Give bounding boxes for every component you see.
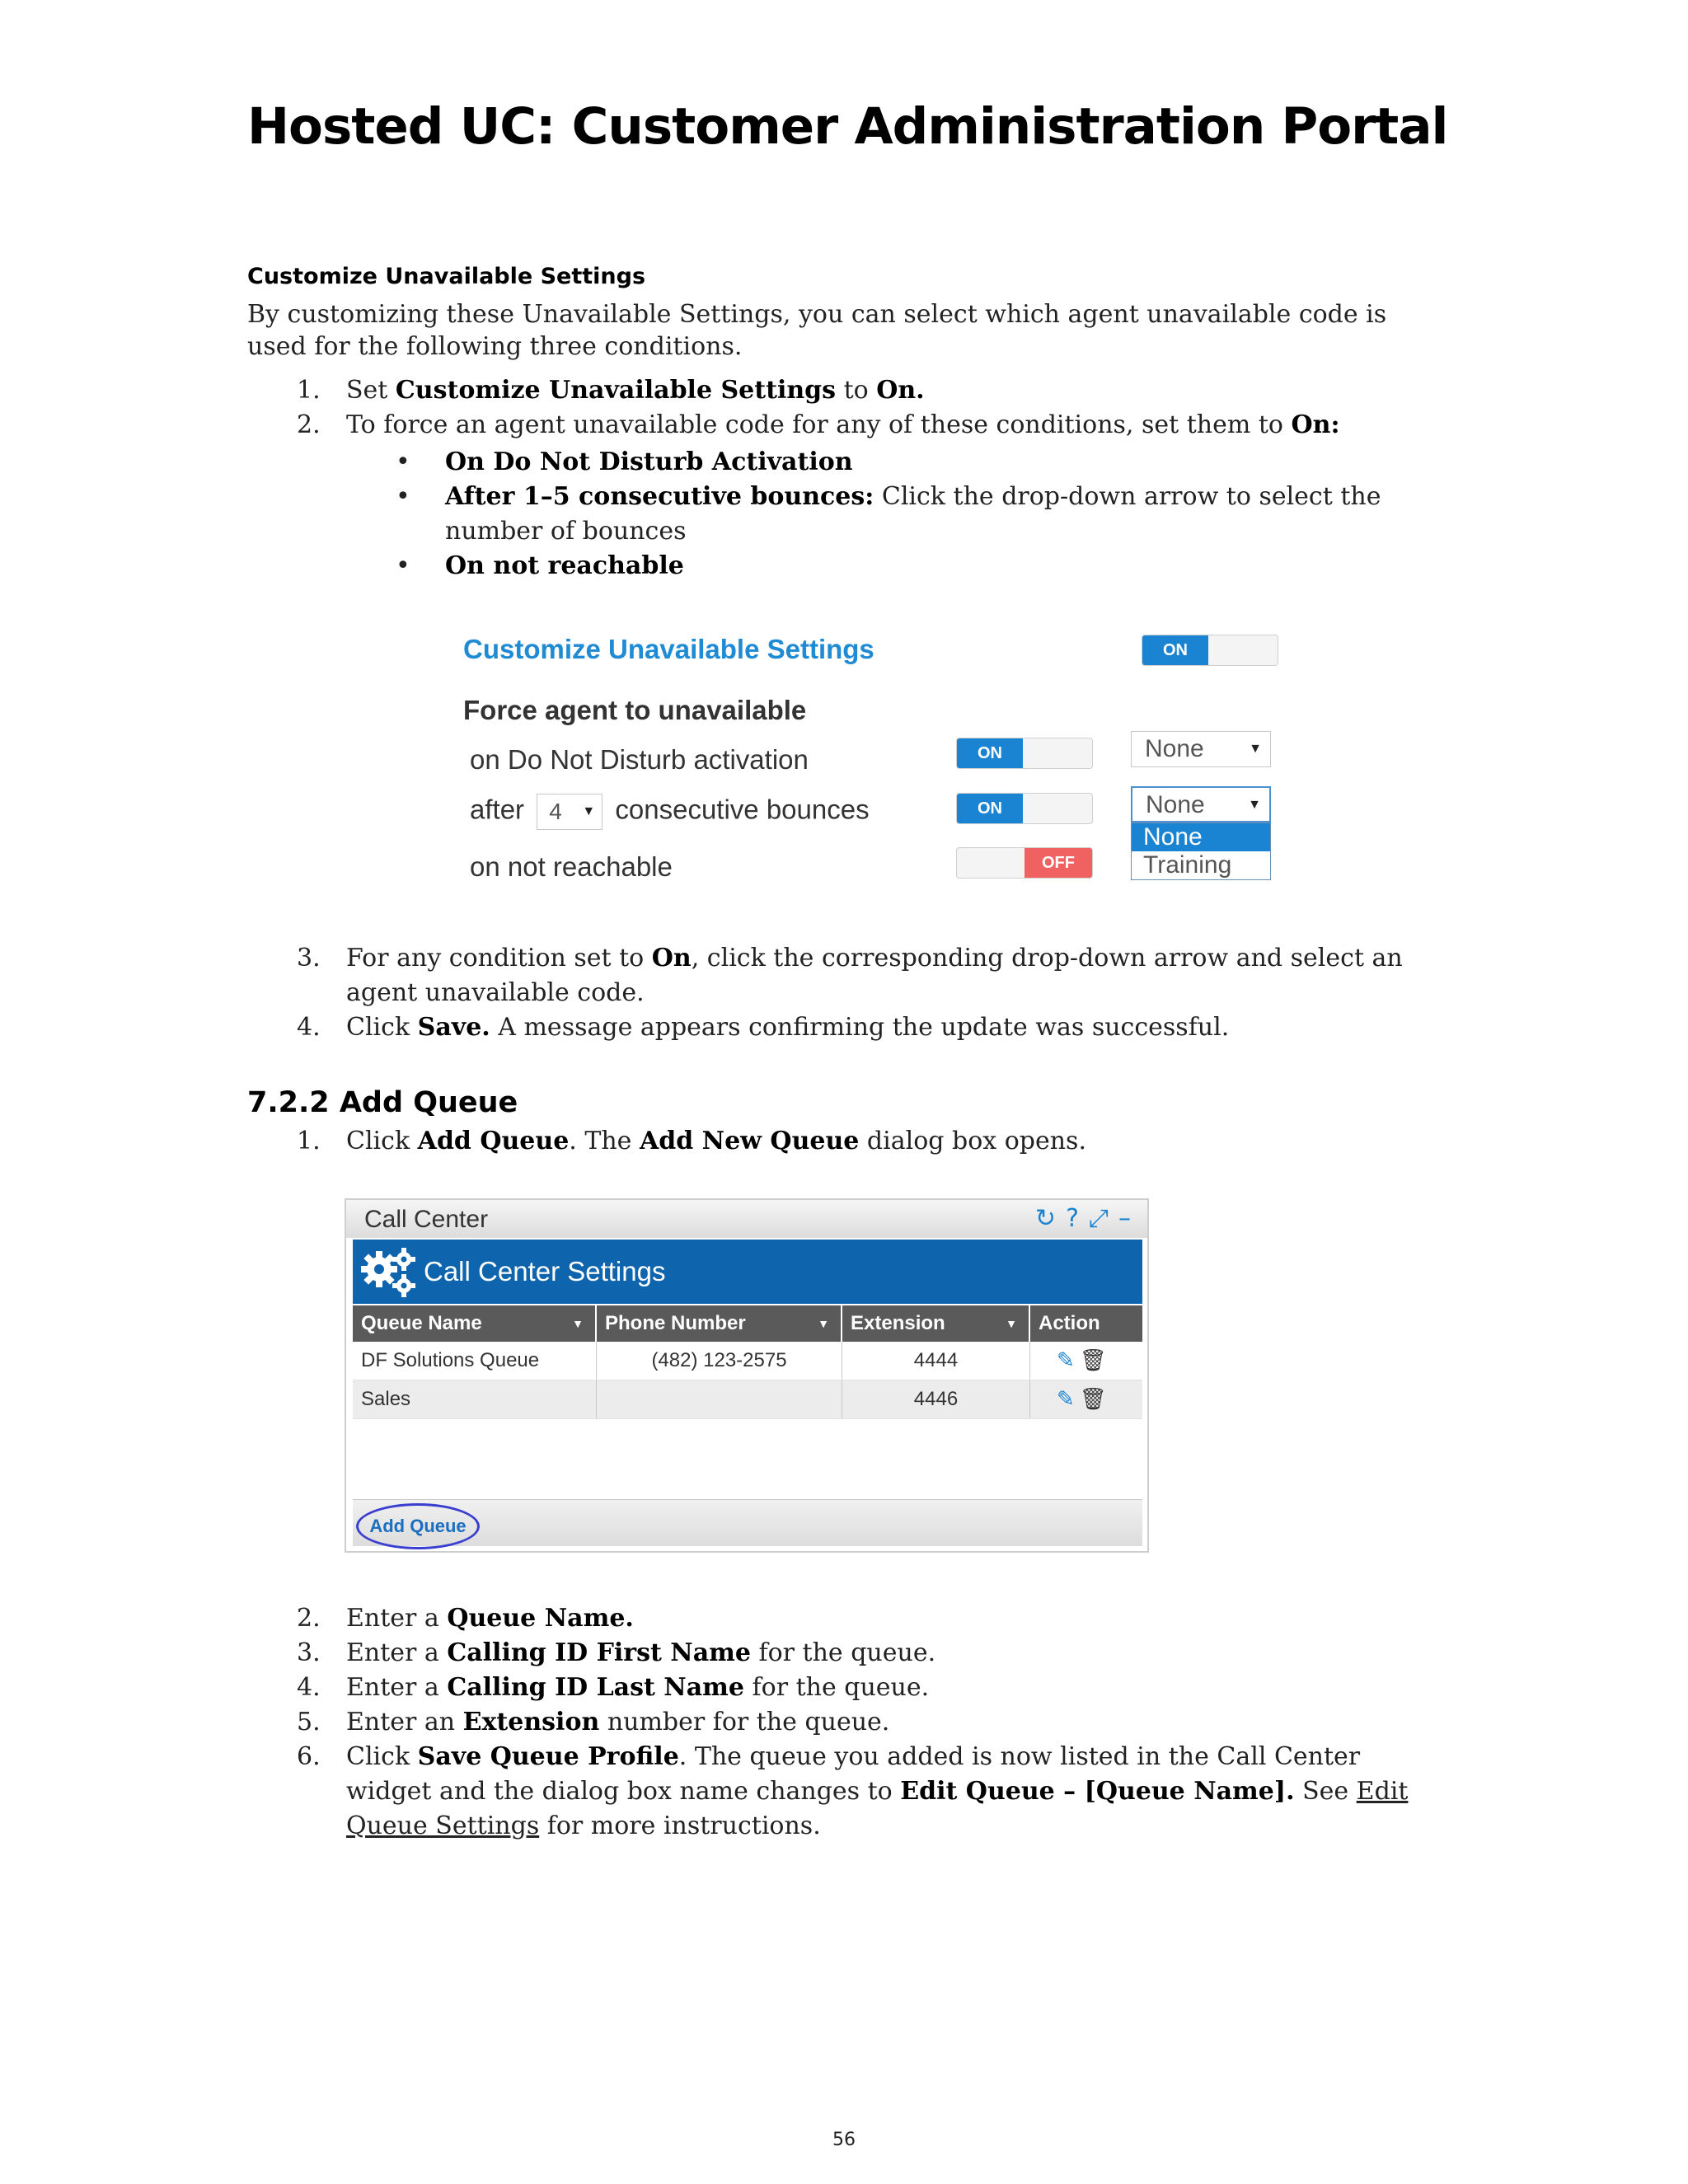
extension-cell: 4446 — [842, 1380, 1030, 1418]
help-icon[interactable]: ? — [1066, 1204, 1079, 1233]
action-cell — [1030, 1342, 1142, 1380]
row-not-reachable-label: on not reachable — [470, 851, 673, 882]
sort-arrow-icon: ▼ — [572, 1317, 584, 1330]
extension-cell: 4444 — [842, 1342, 1030, 1380]
dnd-code-select[interactable]: None ▼ — [1131, 731, 1271, 767]
table-header — [353, 1305, 1142, 1342]
widget-footer — [353, 1499, 1142, 1546]
step-add-queue-1: 1. Click Add Queue. The Add New Queue dialog box opens. — [297, 1127, 1086, 1155]
step-add-queue-5: 5. Enter an Extension number for the queue. — [297, 1708, 890, 1736]
queue-name-cell: DF Solutions Queue — [353, 1342, 597, 1380]
bullet-dnd: • On Do Not Disturb Activation — [247, 445, 1434, 480]
settings-banner — [353, 1240, 1142, 1304]
bounces-code-select[interactable]: None ▼ — [1131, 786, 1271, 823]
intro-paragraph: By customizing these Unavailable Settings, you can select which agent unavailable code is used for the following three conditions. — [247, 300, 1387, 361]
edit-icon[interactable]: ✎ — [1057, 1387, 1075, 1412]
section-heading: Customize Unavailable Settings — [247, 264, 646, 289]
edit-icon[interactable]: ✎ — [1057, 1348, 1075, 1373]
col-extension[interactable]: Extension ▼ — [842, 1305, 1030, 1342]
force-label: Force agent to unavailable — [463, 695, 807, 725]
gears-icon — [359, 1244, 419, 1299]
add-queue-heading: 7.2.2 Add Queue — [247, 1086, 518, 1119]
not-reachable-toggle[interactable]: OFF — [956, 847, 1093, 879]
dnd-toggle[interactable]: ON — [956, 738, 1093, 769]
widget-controls — [1025, 1204, 1131, 1233]
bounces-code-dropdown — [1131, 823, 1271, 880]
option-training[interactable]: Training — [1143, 851, 1232, 879]
table-row — [353, 1380, 1142, 1419]
dropdown-arrow-icon: ▼ — [1249, 742, 1262, 756]
page-title: Hosted UC: Customer Administration Portal — [247, 97, 1448, 156]
banner-title: Call Center Settings — [424, 1256, 666, 1286]
customize-title: Customize Unavailable Settings — [463, 634, 874, 664]
call-center-screenshot — [345, 1198, 1149, 1553]
sort-arrow-icon: ▼ — [818, 1317, 829, 1330]
sort-arrow-icon: ▼ — [1006, 1317, 1017, 1330]
option-none[interactable]: None — [1132, 823, 1270, 851]
step-1: 1. Set Customize Unavailable Settings to On. — [297, 376, 925, 405]
dropdown-arrow-icon: ▼ — [582, 804, 596, 818]
widget-header — [346, 1200, 1147, 1238]
bounce-count-select[interactable]: 4 ▼ — [537, 794, 603, 830]
row-dnd-label: on Do Not Disturb activation — [470, 744, 809, 775]
bullet-list — [247, 445, 1434, 583]
step-add-queue-6: 6. Click Save Queue Profile. The queue you added is now listed in the Call Center widget and the dialog box name changes to Edit Queue – [Queue Name]. See Edit Queue Settings for more instructions. — [297, 1742, 1409, 1840]
step-4: 4. Click Save. A message appears confirming the update was successful. — [297, 1013, 1230, 1042]
step-add-queue-2: 2. Enter a Queue Name. — [297, 1604, 634, 1633]
table-row — [353, 1342, 1142, 1380]
dropdown-arrow-icon: ▼ — [1248, 798, 1261, 812]
queue-table — [353, 1305, 1142, 1419]
minimize-icon[interactable]: – — [1118, 1204, 1131, 1233]
bullet-dot-icon: • — [396, 482, 410, 511]
bullet-bounces: • After 1–5 consecutive bounces: Click the drop-down arrow to select the number of bounces — [247, 480, 1434, 549]
page-number: 56 — [832, 2130, 856, 2150]
bullet-not-reachable: • On not reachable — [247, 549, 1434, 583]
customize-toggle[interactable]: ON — [1142, 635, 1278, 666]
expand-icon[interactable]: ⤢ — [1089, 1204, 1109, 1233]
delete-icon[interactable]: 🗑 — [1079, 1387, 1107, 1412]
bounces-toggle[interactable]: ON — [956, 793, 1093, 824]
step-add-queue-4: 4. Enter a Calling ID Last Name for the queue. — [297, 1673, 930, 1702]
steps-list-a — [247, 373, 1434, 443]
col-phone-number[interactable]: Phone Number ▼ — [597, 1305, 842, 1342]
step-2: 2. To force an agent unavailable code for any of these conditions, set them to On: — [297, 410, 1340, 439]
add-queue-button[interactable]: Add Queue — [356, 1503, 480, 1549]
bullet-dot-icon: • — [396, 448, 410, 476]
steps-list-b — [247, 941, 1434, 1045]
col-action: Action — [1039, 1312, 1100, 1334]
step-add-queue-3: 3. Enter a Calling ID First Name for the queue. — [297, 1638, 936, 1667]
steps-list-d — [247, 1601, 1434, 1844]
phone-cell — [597, 1380, 842, 1418]
edit-queue-settings-link[interactable]: Edit Queue Settings — [346, 1777, 1409, 1840]
col-queue-name[interactable]: Queue Name ▼ — [353, 1305, 597, 1342]
bullet-dot-icon: • — [396, 551, 410, 580]
queue-name-cell: Sales — [353, 1380, 597, 1418]
step-3: 3. For any condition set to On, click the corresponding drop-down arrow and select an agent unavailable code. — [297, 944, 1403, 1007]
phone-cell: (482) 123-2575 — [597, 1342, 842, 1380]
delete-icon[interactable]: 🗑 — [1079, 1348, 1107, 1373]
unavailable-settings-screenshot — [445, 622, 1302, 902]
row-bounces-label: after 4 ▼ consecutive bounces — [470, 794, 870, 830]
steps-list-c — [247, 1124, 1434, 1159]
action-cell — [1030, 1380, 1142, 1418]
widget-title: Call Center — [364, 1206, 489, 1233]
refresh-icon[interactable]: ↻ — [1034, 1204, 1057, 1233]
